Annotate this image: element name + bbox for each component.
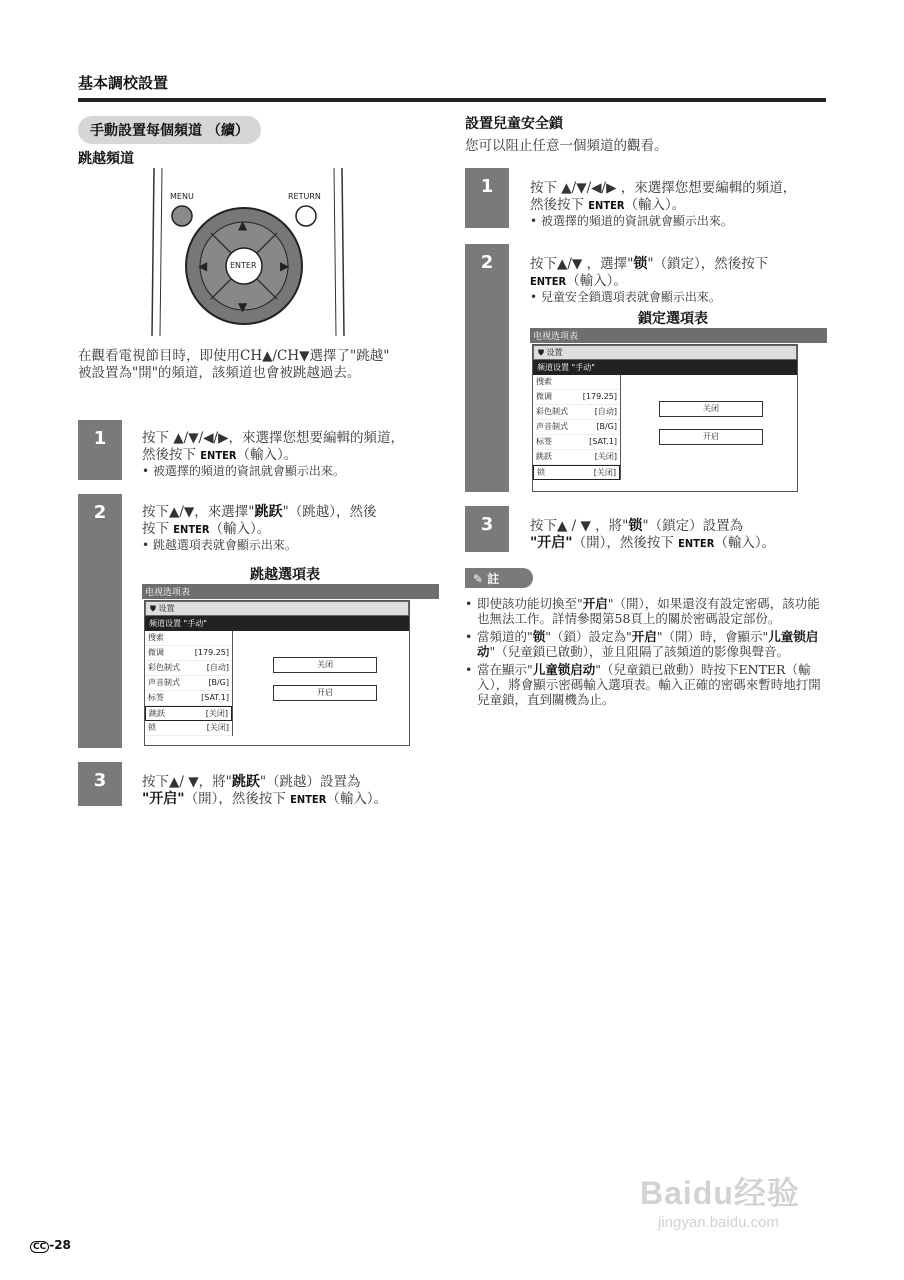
left-step-1-text: 按下 ▲/▼/◀/▶，來選擇您想要編輯的頻道， 然後按下 ENTER（輸入）。 • 被選擇的頻道的資訊就會顯示出來。 bbox=[142, 430, 442, 479]
list-item: 标签 [SAT.1] bbox=[533, 435, 620, 450]
menu-list bbox=[145, 631, 233, 736]
list-item: 标签 [SAT.1] bbox=[145, 691, 232, 706]
menu-list bbox=[533, 375, 621, 480]
list-item-selected: 跳跃 [关闭] bbox=[145, 706, 232, 721]
shield-icon: ⛊ bbox=[150, 604, 159, 613]
list-item: 微调 [179.25] bbox=[145, 646, 232, 661]
title-rule bbox=[78, 98, 826, 102]
right-step-1-text: 按下 ▲/▼/◀/▶ ，來選擇您想要編輯的頻道， 然後按下 ENTER（輸入）。 • 被選擇的頻道的資訊就會顯示出來。 bbox=[530, 180, 830, 229]
up-arrow-icon: ▲ bbox=[238, 218, 248, 232]
remote-illustration bbox=[148, 168, 348, 336]
list-item: 跳跃 [关闭] bbox=[533, 450, 620, 465]
left-step-2-number: 2 bbox=[78, 494, 122, 748]
return-button-label: RETURN bbox=[288, 192, 321, 201]
left-arrow-icon: ◀ bbox=[198, 259, 208, 273]
note-item-2: • 當頻道的"锁"（鎖）設定為"开启"（開）時，會顯示"儿童锁启动"（兒童鎖已啟動），並且阻隔了該頻道的影像與聲音。 bbox=[465, 629, 819, 659]
watermark-brand: Baidu经验 bbox=[640, 1175, 800, 1211]
shield-icon: ⛊ bbox=[538, 348, 547, 357]
subsection-title: 跳越頻道 bbox=[78, 151, 134, 167]
intro-line-1: 在觀看電視節目時，即使用CH▲/CH▼選擇了"跳越" bbox=[78, 348, 390, 364]
left-step-1-number: 1 bbox=[78, 420, 122, 480]
left-step-2-text: 按下▲/▼，來選擇"跳跃"（跳越），然後 按下 ENTER（輸入）。 • 跳越選項表就會顯示出來。 bbox=[142, 504, 442, 553]
intro-line-2: 被設置為"開"的頻道，該頻道也會被跳越過去。 bbox=[78, 365, 361, 381]
right-step-1-number: 1 bbox=[465, 168, 509, 228]
right-step-2-text: 按下▲/▼ ，選擇"锁"（鎖定），然後按下 ENTER（輸入）。 • 兒童安全鎖選項表就會顯示出來。 bbox=[530, 256, 830, 305]
down-arrow-icon: ▼ bbox=[238, 300, 248, 314]
option-off: 关闭 bbox=[659, 401, 763, 417]
page-title: 基本調校設置 bbox=[78, 74, 169, 92]
note-item-3: • 當在顯示"儿童锁启动"（兒童鎖已啟動）時按下ENTER（輸入），將會顯示密碼輸入選項表。輸入正確的密碼來暫時地打開兒童鎖，直到關機為止。 bbox=[465, 662, 821, 707]
list-item: 微调 [179.25] bbox=[533, 390, 620, 405]
paperclip-icon: ✎ bbox=[473, 572, 488, 586]
list-item: 声音制式 [B/G] bbox=[533, 420, 620, 435]
watermark-url: jingyan.baidu.com bbox=[658, 1214, 779, 1231]
right-step-1-bullet: • 被選擇的頻道的資訊就會顯示出來。 bbox=[530, 214, 733, 228]
menu-channel-setting: 频道设置 "手动" bbox=[145, 616, 409, 631]
right-step-3-number: 3 bbox=[465, 506, 509, 552]
option-on: 开启 bbox=[659, 429, 763, 445]
enter-button-label: ENTER bbox=[230, 261, 257, 270]
list-item: 搜索 bbox=[145, 631, 232, 646]
right-arrow-icon: ▶ bbox=[280, 259, 290, 273]
note-label: ✎ 註 bbox=[465, 568, 533, 588]
lock-menu-screenshot: 电视选项表 ⛊ 设置 频道设置 "手动" 搜索 微调 [179.25] 彩色制式 [自动] 声音制式 [B/G] 标签 [SAT.1] 跳跃 [关闭] 锁 [关闭] 关闭 开启 bbox=[530, 328, 827, 492]
note-item-1: • 即使該功能切換至"开启"（開），如果還沒有設定密碼，該功能也無法工作。詳情參閱第58頁上的關於密碼設定部份。 bbox=[465, 596, 820, 626]
intro-text bbox=[78, 348, 448, 382]
right-step-2-bullet: • 兒童安全鎖選項表就會顯示出來。 bbox=[530, 290, 721, 304]
section-pill: 手動設置每個頻道 （續） bbox=[78, 116, 261, 144]
list-item: 彩色制式 [自动] bbox=[533, 405, 620, 420]
list-item: 搜索 bbox=[533, 375, 620, 390]
left-step-2-bullet: • 跳越選項表就會顯示出來。 bbox=[142, 538, 297, 552]
menu-channel-setting: 频道设置 "手动" bbox=[533, 360, 797, 375]
menu-head: 电视选项表 bbox=[142, 584, 439, 599]
right-intro: 您可以阻止任意一個頻道的觀看。 bbox=[465, 138, 668, 154]
right-step-3-text: 按下▲ / ▼ ，將"锁"（鎖定）設置為 "开启"（開），然後按下 ENTER（輸入）。 bbox=[530, 518, 776, 551]
option-off: 关闭 bbox=[273, 657, 377, 673]
lock-menu-title: 鎖定選項表 bbox=[638, 311, 708, 327]
list-item: 彩色制式 [自动] bbox=[145, 661, 232, 676]
watermark bbox=[640, 1168, 850, 1231]
skip-menu-screenshot: 电视选项表 ⛊ 设置 频道设置 "手动" 搜索 微调 [179.25] 彩色制式 [自动] 声音制式 [B/G] 标签 [SAT.1] 跳跃 [关闭] 锁 [关闭] 关闭 开启 bbox=[142, 584, 439, 748]
right-step-2-number: 2 bbox=[465, 244, 509, 492]
menu-head: 电视选项表 bbox=[530, 328, 827, 343]
option-on: 开启 bbox=[273, 685, 377, 701]
right-heading: 設置兒童安全鎖 bbox=[465, 116, 563, 132]
list-item: 锁 [关闭] bbox=[145, 721, 232, 736]
left-step-3-text: 按下▲/ ▼，將"跳跃"（跳越）設置為 "开启"（開），然後按下 ENTER（輸入）。 bbox=[142, 774, 388, 807]
notes-list bbox=[465, 596, 827, 707]
list-item-selected: 锁 [关闭] bbox=[533, 465, 620, 480]
skip-menu-title: 跳越選項表 bbox=[250, 567, 320, 583]
left-step-3-number: 3 bbox=[78, 762, 122, 806]
left-step-1-bullet: • 被選擇的頻道的資訊就會顯示出來。 bbox=[142, 464, 345, 478]
page-number: CC -28 bbox=[30, 1238, 71, 1252]
menu-button-label: MENU bbox=[170, 192, 194, 201]
list-item: 声音制式 [B/G] bbox=[145, 676, 232, 691]
